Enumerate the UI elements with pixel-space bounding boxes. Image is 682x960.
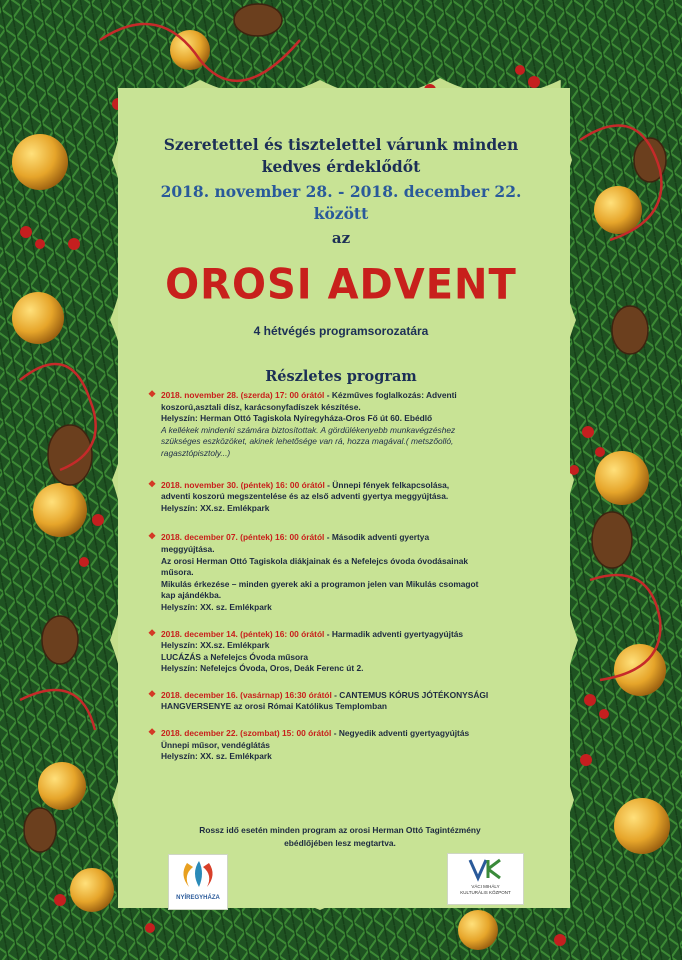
event-line: Helyszín: XX. sz. Emlékpark	[161, 601, 272, 612]
event-item	[148, 728, 548, 763]
event-description: - Harmadik adventi gyertyagyújtás	[324, 628, 464, 639]
event-dates	[0, 181, 682, 225]
event-note: A kellékek mindenki számára biztosítottak. A gördülékenyebb munkavégzéshez	[161, 424, 456, 435]
event-date: 2018. december 07. (péntek) 16: 00 órától	[161, 532, 325, 543]
logo-right-line-1: VÁCI MIHÁLY	[471, 884, 500, 889]
nyiregyhaza-logo	[168, 854, 228, 910]
event-date: 2018. november 28. (szerda) 17: 00 órától	[161, 390, 325, 400]
event-first-line	[161, 629, 548, 641]
invitation-line-1: Szeretettel és tisztelettel várunk minden	[163, 135, 519, 154]
bullet-icon: ❖	[148, 727, 157, 738]
event-description: - CANTEMUS KÓRUS JÓTÉKONYSÁGI	[331, 689, 489, 700]
bullet-icon: ❖	[148, 688, 157, 699]
invitation-line-2: kedves érdeklődőt	[261, 157, 421, 176]
event-line: Az orosi Herman Ottó Tagiskola diákjainak és a Nefelejcs óvoda óvodásainak	[161, 555, 469, 566]
event-date: 2018. december 16. (vasárnap) 16:30 órától	[161, 689, 332, 700]
bullet-icon: ❖	[148, 478, 157, 489]
event-note: ragasztópisztoly...)	[161, 447, 231, 458]
event-item	[148, 390, 548, 460]
event-line: Helyszín: Nefelejcs Óvoda, Oros, Deák Ferenc út 2.	[161, 663, 364, 674]
event-date: 2018. december 22. (szombat) 15: 00 órától	[161, 728, 332, 739]
subtitle: 4 hétvégés programsorozatára	[253, 324, 429, 338]
nyiregyhaza-emblem-icon	[169, 855, 227, 895]
invitation-text	[0, 134, 682, 178]
event-list	[148, 390, 548, 778]
event-first-line	[161, 728, 548, 740]
event-first-line	[161, 390, 548, 402]
event-line: Helyszín: XX.sz. Emlékpark	[161, 502, 270, 513]
bullet-icon: ❖	[148, 531, 157, 542]
event-first-line	[161, 480, 548, 492]
logo-right-label	[448, 884, 523, 896]
event-item	[148, 480, 548, 515]
logo-right-line-2: KULTURÁLIS KÖZPONT	[460, 890, 511, 895]
event-line: koszorú,asztali dísz, karácsonyfadíszek készítése.	[161, 401, 361, 412]
event-line: Helyszín: Herman Ottó Tagiskola Nyíregyháza-Oros Fő út 60. Ebédlő	[161, 413, 433, 424]
event-description: - Ünnepi fények felkapcsolása,	[324, 479, 450, 490]
event-date: 2018. november 30. (péntek) 16: 00 órától	[161, 479, 325, 490]
event-item	[148, 629, 548, 675]
event-line: Helyszín: XX.sz. Emlékpark	[161, 640, 270, 651]
event-description: - Negyedik adventi gyertyagyújtás	[331, 728, 470, 739]
event-item	[148, 532, 548, 613]
event-line: adventi koszorú megszentelése és az első adventi gyertya meggyújtása.	[161, 491, 449, 502]
vmkk-emblem-icon	[448, 854, 523, 884]
article-az: az	[331, 229, 351, 247]
footer-line-2: ebédlőjében lesz megtartva.	[284, 838, 396, 848]
date-range-suffix: között	[313, 204, 369, 223]
program-heading: Részletes program	[265, 368, 417, 385]
event-first-line	[161, 532, 548, 544]
footer-line-1: Rossz idő esetén minden program az orosi Herman Ottó Tagintézmény	[199, 825, 481, 835]
event-description: - Második adventi gyertya	[324, 532, 430, 543]
bullet-icon: ❖	[148, 389, 157, 399]
page-title: OROSI ADVENT	[165, 260, 517, 310]
bullet-icon: ❖	[148, 627, 157, 638]
event-line: LUCÁZÁS a Nefelejcs Óvoda műsora	[161, 651, 309, 662]
event-line: Ünnepi műsor, vendéglátás	[161, 739, 270, 750]
event-line: HANGVERSENYE az orosi Római Katólikus Templomban	[161, 701, 388, 712]
date-range: 2018. november 28. - 2018. december 22.	[160, 182, 522, 201]
event-date: 2018. december 14. (péntek) 16: 00 órától	[161, 628, 325, 639]
event-line: Mikulás érkezése – minden gyerek aki a programon jelen van Mikulás csomagot	[161, 578, 479, 589]
event-note: szükséges eszközöket, akinek lehetősége van rá, hozza magával.( metszőolló,	[161, 436, 454, 447]
event-line: kap ajándékba.	[161, 590, 222, 601]
event-first-line	[161, 690, 548, 702]
logo-left-label: NYÍREGYHÁZA	[176, 895, 220, 901]
event-description: - Kézműves foglalkozás: Adventi	[324, 390, 457, 400]
event-line: műsora.	[161, 567, 194, 578]
event-line: Helyszín: XX. sz. Emlékpark	[161, 751, 272, 762]
event-item	[148, 690, 548, 713]
footer-note	[150, 824, 530, 850]
event-line: meggyújtása.	[161, 543, 215, 554]
vmkk-logo	[447, 853, 524, 905]
